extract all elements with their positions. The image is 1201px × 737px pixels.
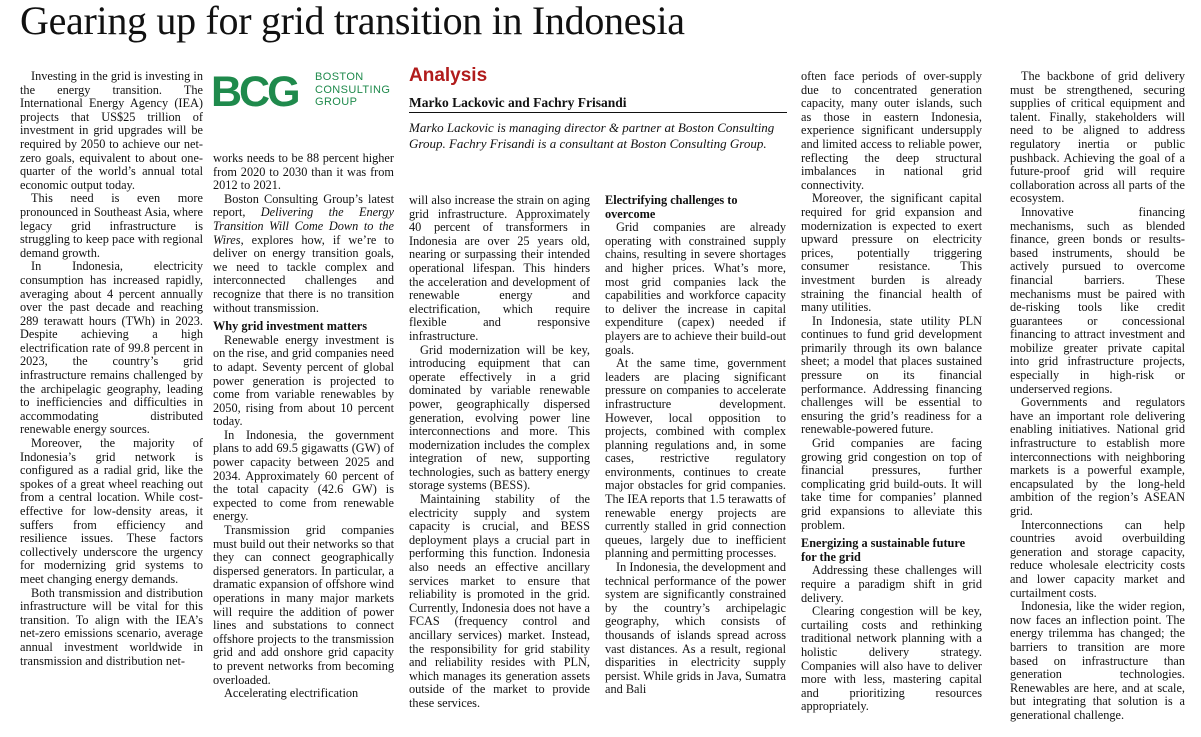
paragraph: Governments and regulators have an important role delivering enabling initiatives. National grid infrastructure to establish more interconnections with neighboring markets is a powerful example, encapsulated by the long-held ambition of the region’s ASEAN grid. <box>1010 395 1185 518</box>
headline: Gearing up for grid transition in Indonesia <box>20 0 685 43</box>
paragraph: Moreover, the majority of Indonesia’s grid network is configured as a radial grid, like the spokes of a great wheel reaching out from a central location. While cost-effective for low-density areas, it suffers from efficiency and resilience issues. These factors collectively underscore the urgency for modernizing grid systems to meet changing energy demands. <box>20 436 203 586</box>
logo-line: BOSTON <box>315 71 364 83</box>
section-heading: Energizing a sustainable future for the grid <box>801 536 966 564</box>
article-column-3 <box>409 194 590 732</box>
paragraph: Both transmission and distribution infrastructure will be vital for this transition. To align with the IEA’s net-zero emissions scenario, average annual investment worldwide in transmission and distribution net- <box>20 585 203 668</box>
bcg-logo-mark: BCG <box>211 68 298 116</box>
text: , explores how, if we’re to deliver on energy transition goals, we need to tackle complex and interconnected challenges and recognize that there is no transition without transmission. <box>213 232 394 315</box>
paragraph: Grid companies are already operating with constrained supply chains, resulting in severe shortages and higher prices. What’s more, most grid companies lack the capabilities and workforce capacity to deliver the increase in capital expenditure (capex) needed if players are to achieve their build-out goals. <box>605 220 786 357</box>
byline: Marko Lackovic and Fachry Frisandi <box>409 95 627 110</box>
paragraph: In Indonesia, state utility PLN continues to fund grid development primarily through its own balance sheet; a model that places sustained pressure on its financial performance. Addressing financing challenges will be essential to ensuring the grid’s readiness for a renewable-powered future. <box>801 313 982 437</box>
paragraph: In Indonesia, the development and technical performance of the power system are significantly constrained by the country’s archipelagic geography, which consists of thousands of islands spread across vast distances. As a result, regional disparities in electricity supply persist. While grids in Java, Sumatra and Bali <box>605 560 786 697</box>
paragraph: This need is even more pronounced in Southeast Asia, where legacy grid infrastructure is struggling to keep pace with regional demand growth. <box>20 191 203 260</box>
article-column-5 <box>801 70 982 732</box>
article-column-2 <box>213 152 394 732</box>
paragraph: Grid modernization will be key, introducing equipment that can operate effectively in a grid dominated by variable renewable power, geographically dispersed generation, evolving power line interconnections and more. This modernization includes the complex integration of new, supporting technologies, such as battery energy storage systems (BESS). <box>409 342 590 493</box>
logo-line: GROUP <box>315 96 358 108</box>
paragraph: will also increase the strain on aging grid infrastructure. Approximately 40 percent of transformers in Indonesia are over 25 years old, nearing or surpassing their intended operational lifespan. This hinders the acceleration and development of renewable energy and electrification, which require flexible and responsive infrastructure. <box>409 194 590 343</box>
paragraph: Indonesia, like the wider region, now faces an inflection point. The energy trilemma has changed; the barriers to transition are more based on infrastructure than generation technologies. Renewables are here, and at scale, but integrating that solution is a generational challenge. <box>1010 599 1185 722</box>
logo-line: CONSULTING <box>315 83 391 96</box>
section-label: Analysis <box>409 65 488 86</box>
paragraph: In Indonesia, the government plans to add 69.5 gigawatts (GW) of power capacity between 2025 and 2034. Approximately 60 percent of the total capacity (42.6 GW) is expected to come from renewable energy. <box>213 427 394 524</box>
section-heading: Why grid investment matters <box>213 319 368 334</box>
paragraph: often face periods of over-supply due to concentrated generation capacity, many outer islands, such as those in eastern Indonesia, experience significant undersupply and limited access to reliable power, reflecting the deep structural imbalances in national grid connectivity. <box>801 70 982 192</box>
paragraph: Renewable energy investment is on the rise, and grid companies need to adapt. Seventy percent of global power generation is projected to come from variable renewables by 2050, rising from about 10 percent today. <box>213 332 394 429</box>
paragraph: Moreover, the significant capital required for grid expansion and modernization is expected to exert upward pressure on electricity prices, potentially triggering consumer resistance. This investment burden is already straining the financial health of many utilities. <box>801 191 982 315</box>
article-column-1 <box>20 70 203 732</box>
bcg-logo-wordmark <box>315 71 390 109</box>
divider <box>409 112 787 113</box>
author-bio: Marko Lackovic is managing director & partner at Boston Consulting Group. Fachry Frisandi is a consultant at Boston Consulting Group. <box>409 120 775 151</box>
paragraph <box>213 193 394 315</box>
paragraph: Clearing congestion will be key, curtailing costs and rethinking traditional network planning with a holistic delivery strategy. Companies will also have to deliver more with less, mastering capital and prioritizing resources appropriately. <box>801 604 982 714</box>
paragraph: Maintaining stability of the electricity supply and system capacity is crucial, and BESS deployment plays a crucial part in performing this function. Indonesia also needs an effective ancillary services market to ensure that reliability is promoted in the grid. Currently, Indonesia does not have a FCAS (frequency control and ancillary services) market. Instead, the responsibility for grid stability and reliability resides with PLN, which manages its generation assets outside of the market to provide these services. <box>409 492 590 710</box>
paragraph: Addressing these challenges will require a paradigm shift in grid delivery. <box>801 563 982 605</box>
section-heading: Electrifying challenges to overcome <box>605 194 738 221</box>
text: Boston Consulting Group’s latest report, <box>213 191 394 220</box>
paragraph: Accelerating electrification <box>224 686 359 701</box>
paragraph: In Indonesia, electricity consumption has increased rapidly, averaging about 4 percent annually over the past decade and reaching 289 terawatt hours (TWh) in 2023. Despite achieving a high electrification rate of 99.8 percent in 2023, the country’s grid infrastructure remains challenged by the archipelagic geography, leading to inefficiencies and difficulties in accommodating distributed renewable energy sources. <box>20 259 203 437</box>
article-column-6 <box>1010 70 1185 732</box>
article-column-4 <box>605 194 786 732</box>
paragraph: At the same time, government leaders are placing significant pressure on companies to accelerate infrastructure development. However, local opposition to projects, combined with complex planning regulations and, in some cases, restrictive regulatory environments, continues to create major obstacles for grid companies. The IEA reports that 1.5 terawatts of renewable energy projects are currently stalled in grid connection queues, largely due to inefficient planning and permitting processes. <box>605 356 786 561</box>
paragraph: Transmission grid companies must build out their networks so that they can connect geographically dispersed generators. In particular, a dramatic expansion of offshore wind operations in many major markets will require the addition of power lines and substations to connect offshore projects to the transmission grid and add onshore grid capacity to prevent networks from becoming overloaded. <box>213 523 394 687</box>
paragraph: Interconnections can help countries avoid overbuilding generation and storage capacity, reduce wholesale electricity costs and lower capacity market and curtailment costs. <box>1010 517 1185 600</box>
paragraph: Investing in the grid is investing in the energy transition. The International Energy Agency (IEA) projects that US$25 trillion of investment in grid upgrades will be required by 2050 to achieve our net-zero goals, equivalent to about one-quarter of the world’s annual total economic output today. <box>20 70 203 192</box>
paragraph: Grid companies are facing growing grid congestion on top of financial pressures, further complicating grid build-outs. It will take time for companies’ planned grid expansions to alleviate this problem. <box>801 436 982 532</box>
paragraph: works needs to be 88 percent higher from 2020 to 2030 than it was from 2012 to 2021. <box>213 152 394 193</box>
paragraph: The backbone of grid delivery must be strengthened, securing supplies of critical equipment and talent. Finally, stakeholders will need to be aligned to address regulatory inertia or public pushback. Achieving the goal of a future-proof grid will require collaboration across all parts of the ecosystem. <box>1010 70 1185 206</box>
report-title: Delivering the Energy Transition Will Come Down to the Wires <box>213 205 394 247</box>
paragraph: Innovative financing mechanisms, such as blended finance, green bonds or results-based instruments, should be actively pursued to overcome financial barriers. These mechanisms must be paired with de-risking tools like credit guarantees or concessional financing to attract investment and mobilize greater private capital into grid infrastructure projects, especially in high-risk or underserved regions. <box>1010 204 1185 396</box>
bcg-logo <box>211 66 391 118</box>
